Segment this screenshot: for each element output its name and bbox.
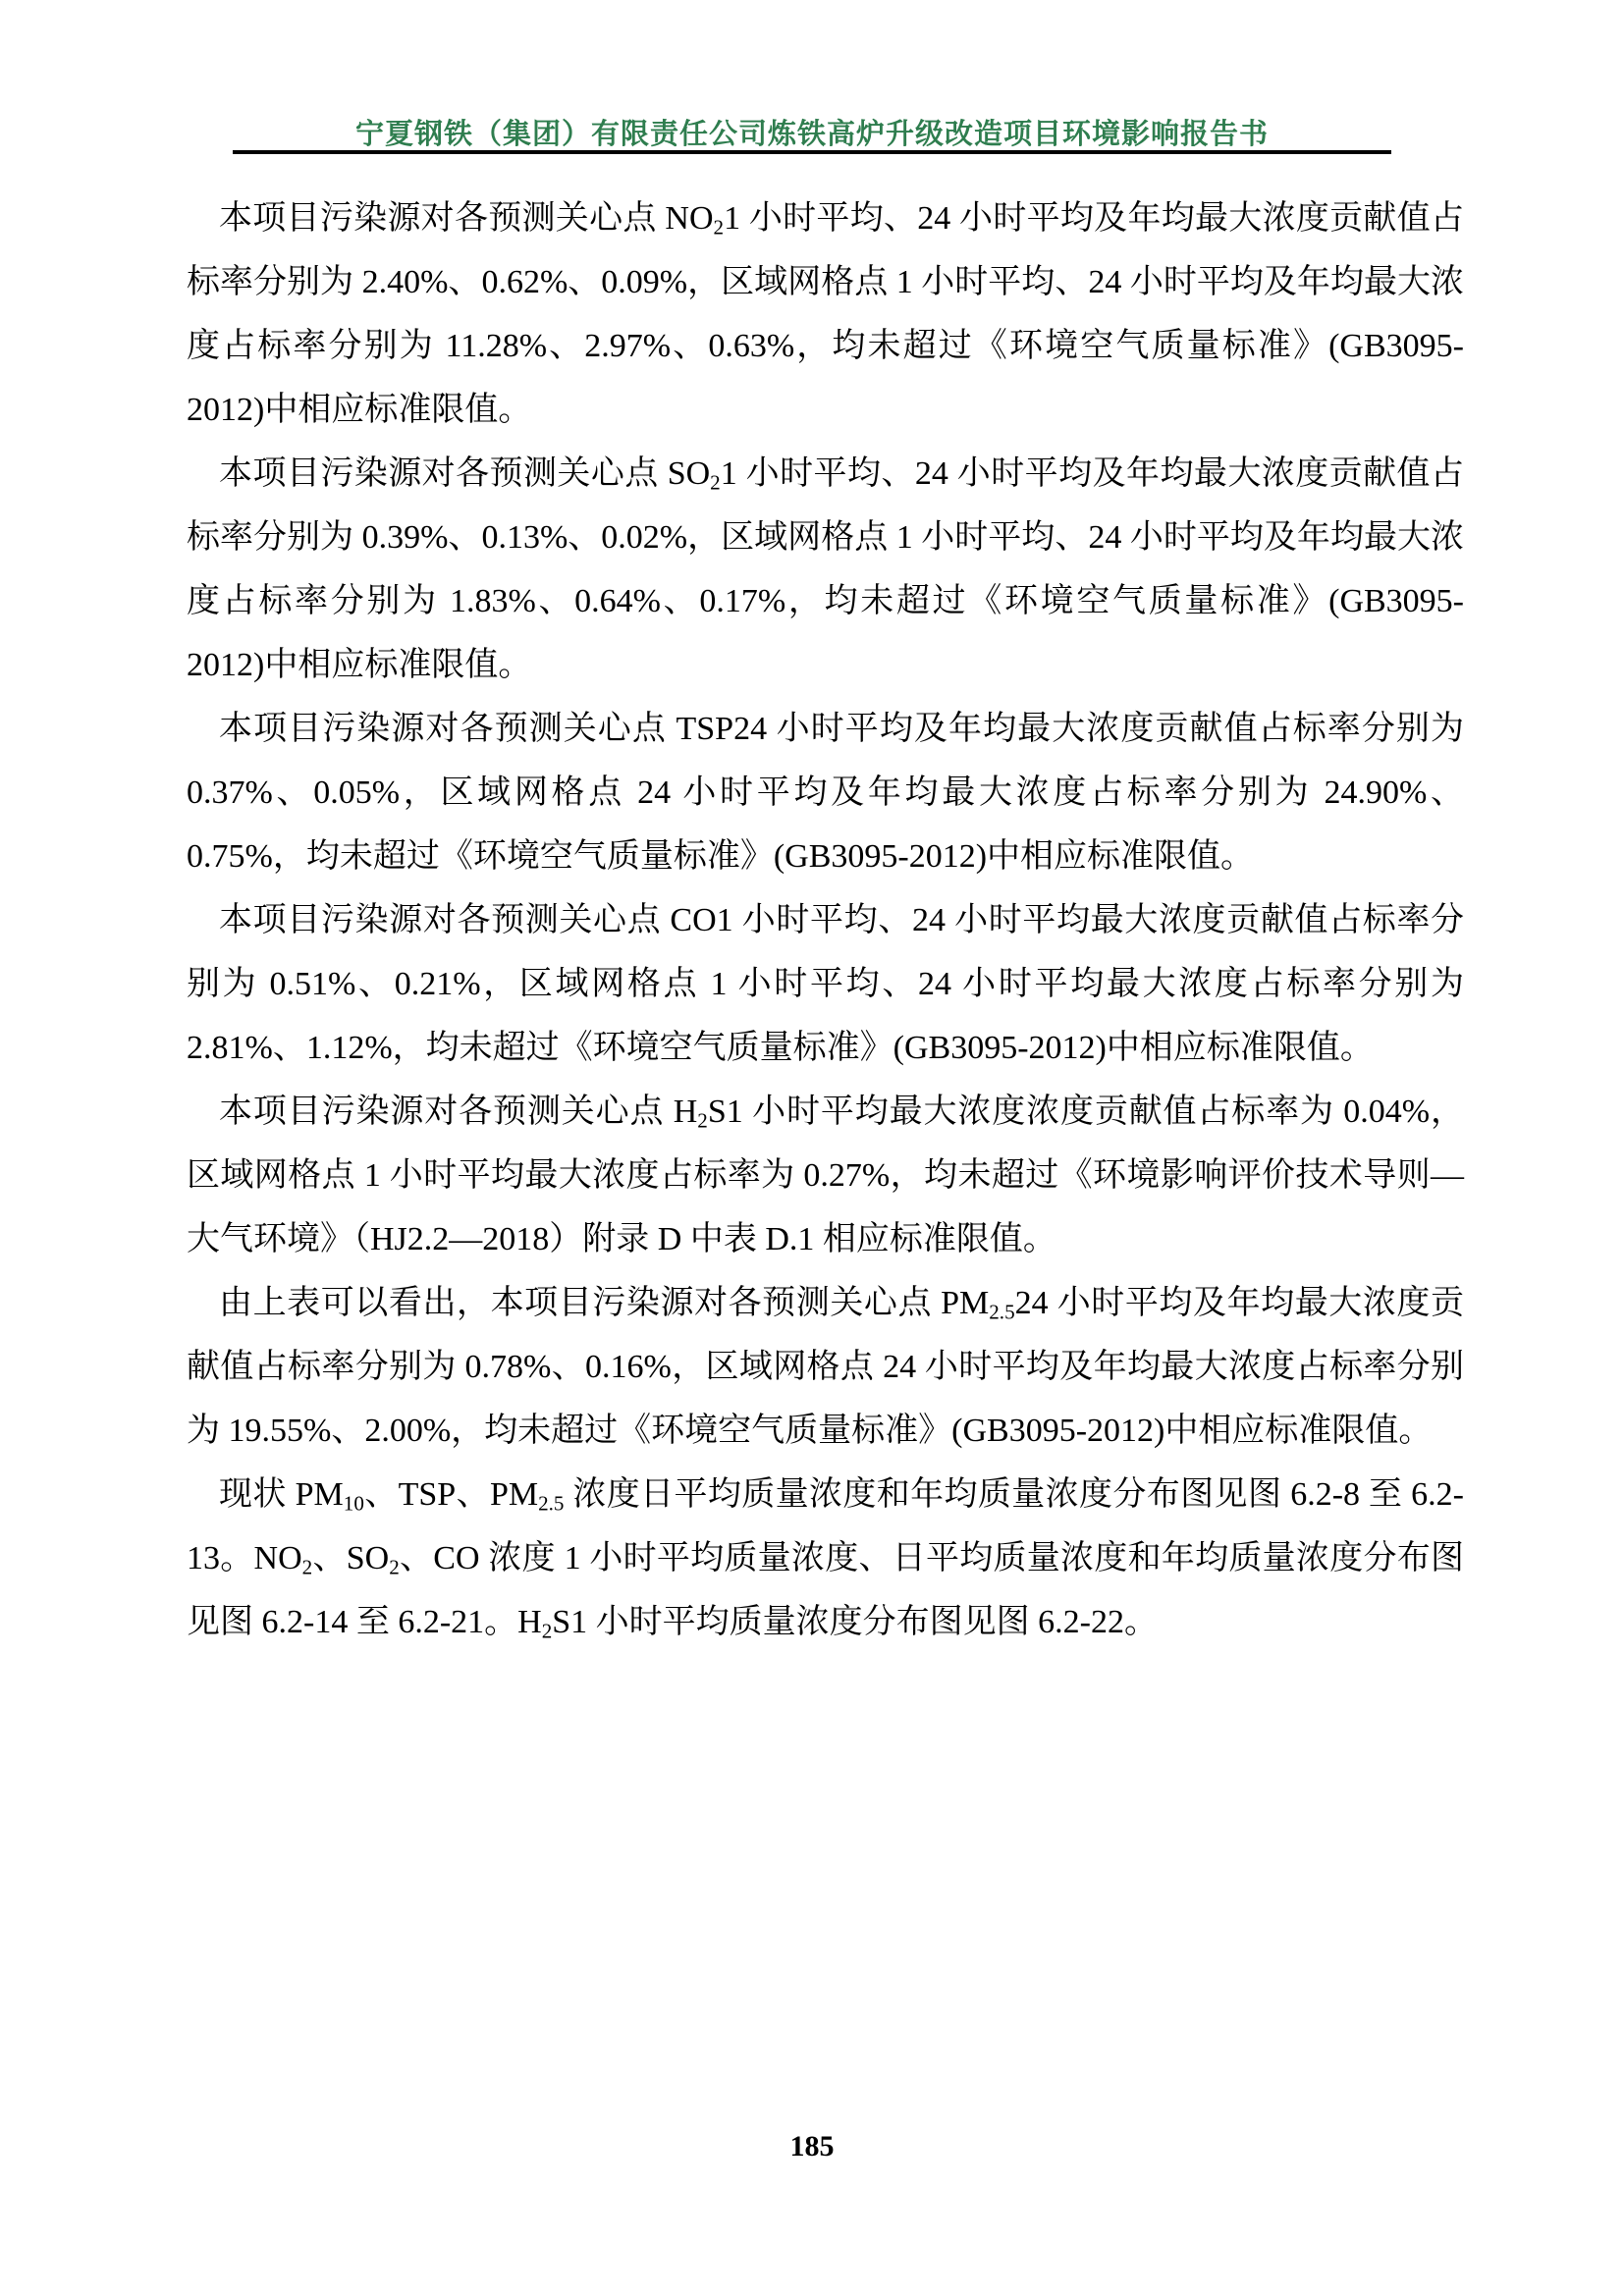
document-body: [187, 187, 1464, 1654]
header-title: 宁夏钢铁（集团）有限责任公司炼铁高炉升级改造项目环境影响报告书: [354, 119, 1269, 150]
paragraph: 本项目污染源对各预测关心点 CO1 小时平均、24 小时平均最大浓度贡献值占标率分别为 0.51%、0.21%，区域网格点 1 小时平均、24 小时平均最大浓度占标率分别为 2.81%、1.12%，均未超过《环境空气质量标准》(GB3095-2012)中相应标准限值。: [187, 902, 1464, 1066]
paragraph: 本项目污染源对各预测关心点 $NO_21$ 小时平均、24 小时平均及年均最大浓度贡献值占标率分别为 2.40%、0.62%、0.09%，区域网格点 1 小时平均、24 小时平均及年均最大浓度占标率分别为 11.28%、2.97%、0.63%，均未超过《环境空气质量标准》(GB3095-2012)中相应标准限值。: [187, 200, 1464, 428]
page-number: 185: [789, 2130, 835, 2163]
paragraph: 本项目污染源对各预测关心点 $H_2S1$ 小时平均最大浓度浓度贡献值占标率为 0.04%，区域网格点 1 小时平均最大浓度占标率为 0.27%，均未超过《环境影响评价技术导则—大气环境》（HJ2.2—2018）附录 D 中表 D.1 相应标准限值。: [187, 1094, 1464, 1257]
header-rule: [233, 150, 1391, 154]
page-footer: [0, 2130, 1624, 2163]
paragraph: 由上表可以看出，本项目污染源对各预测关心点 $PM_{2.5}24$ 小时平均及年均最大浓度贡献值占标率分别为 0.78%、0.16%，区域网格点 24 小时平均及年均最大浓度占标率分别为 19.55%、2.00%，均未超过《环境空气质量标准》(GB3095-2012)中相应标准限值。: [187, 1285, 1465, 1449]
paragraph: 本项目污染源对各预测关心点 TSP24 小时平均及年均最大浓度贡献值占标率分别为 0.37%、0.05%，区域网格点 24 小时平均及年均最大浓度占标率分别为 24.90%、0.75%，均未超过《环境空气质量标准》(GB3095-2012)中相应标准限值。: [187, 711, 1464, 875]
paragraph: 本项目污染源对各预测关心点 $SO_21$ 小时平均、24 小时平均及年均最大浓度贡献值占标率分别为 0.39%、0.13%、0.02%，区域网格点 1 小时平均、24 小时平均及年均最大浓度占标率分别为 1.83%、0.64%、0.17%，均未超过《环境空气质量标准》(GB3095-2012)中相应标准限值。: [187, 455, 1464, 683]
paragraph: 现状 $PM_{10}$、TSP、$PM_{2.5}$ 浓度日平均质量浓度和年均质量浓度分布图见图 6.2-8 至 6.2-13。$NO_2$、$SO_2$、CO 浓度 1 小时平均质量浓度、日平均质量浓度和年均质量浓度分布图见图 6.2-14 至 6.2-21。$H_2S1$ 小时平均质量浓度分布图见图 6.2-22。: [187, 1476, 1464, 1643]
